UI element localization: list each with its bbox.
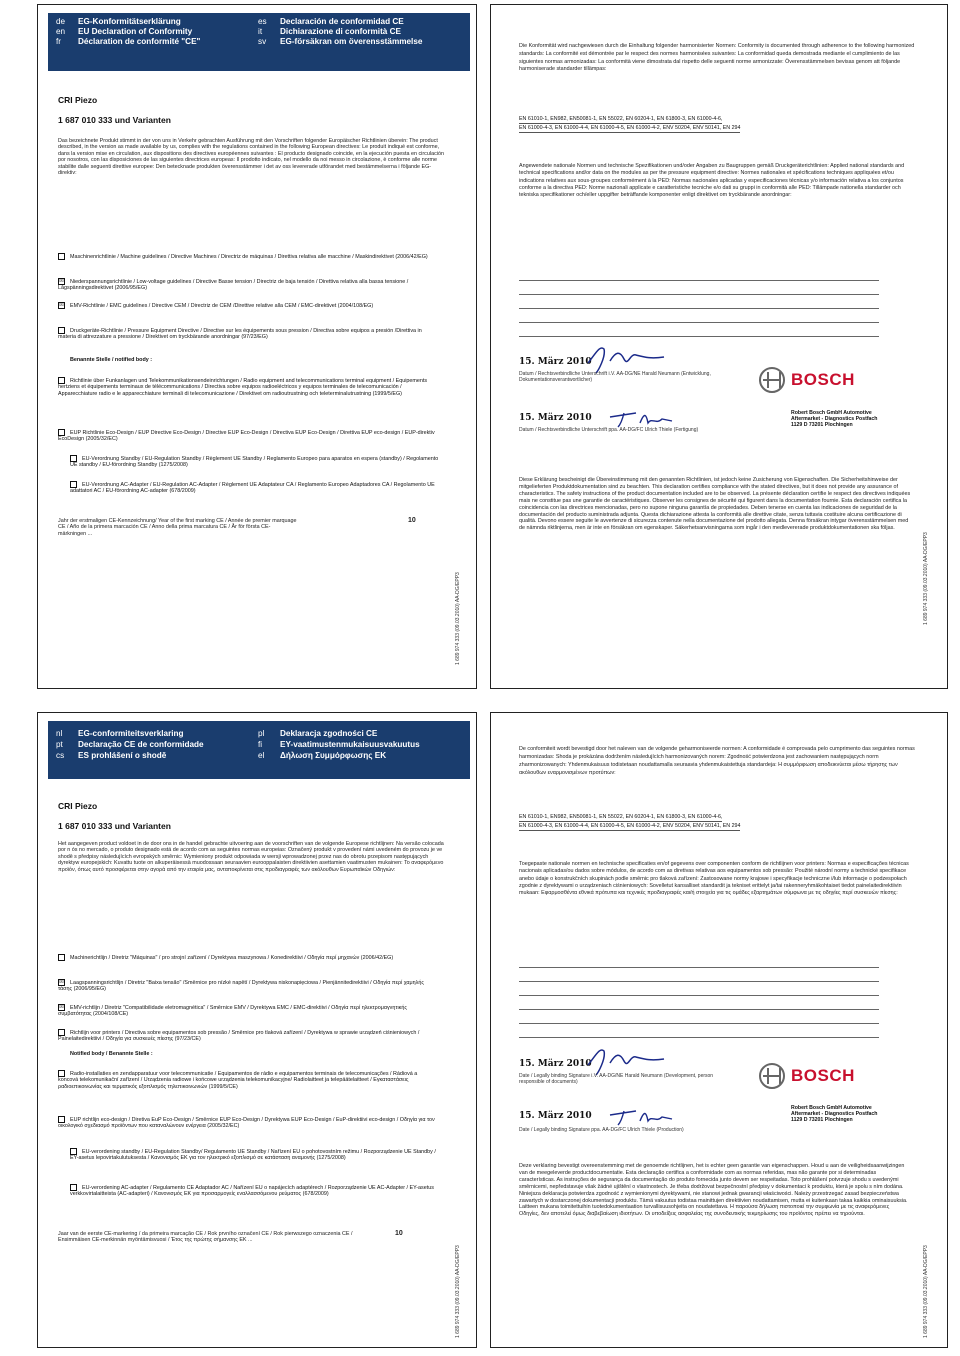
notified-body: Notified body / Benannte Stelle :	[70, 1051, 153, 1057]
directive-standby: EU-Verordnung Standby / EU-Regulation Standby / Règlement UE Standby / Reglamento Europeo para aparatos en espera (standby) / Regolamento UE standby / EU-förordning Standby (1275/2008)	[70, 455, 439, 469]
product-name: CRI Piezo	[58, 801, 98, 811]
bosch-logo-icon	[759, 367, 785, 393]
intro-text: Das bezeichnete Produkt stimmt in der von uns in Verkehr gebrachten Ausführung mit den Vorschriften folgender Europäischer Richtlinien überein: The product described, in the version as made available by us, complies with the regulations contained in the following European directives: Le produit indiqué est conforme, dans la version mise en circulation, aux dispositions des directives européennes suivantes : El producto designado coincide, en la ejecución puesta en circulación por nosotros, con las disposiciones de las siguientes directrices europeas: Il prodotto indicato, nel modello da noi messo in circolazione, è conforme alle norme stabilite dalle seguenti direttive europee: Den betecknade produkten överensstämmer i det av oss levererade utförandet med bestämmelserna i följande EG-direktiv:	[58, 138, 444, 177]
first-ce-marking-year: 10	[395, 1230, 403, 1237]
directive-eup: EUP richtlijn eco-design / Diretiva EuP Eco-Design / Směrnice EUP Eco-Design / Dyrektywa EUP Eco-Design / EuP-direktiivi eco-design / Οδηγία για τον οικολογικό σχεδιασμό προϊόντων που καταναλώνουν ενέργεια (2005/32/EC)	[58, 1116, 435, 1130]
page-2-standards-signatures	[490, 4, 948, 689]
applied-standards-text: Toegepaste nationale normen en technische specificaties en/of gegevens over componenten conform de richtlijnen voor printers: Normas e especificações técnicas nacionais aplicadas/ou dados sobre módulos, de acordo com as diretivas relativas aos equipamentos sob pressão: Použité národní normy a technické specifikace anebo údaje o konstrukčních skupinách podle směrnic pro tlaková zařízení: Zastosowane normy krajowe i specyfikacje techniczne i/lub informacje o podzespołach zgodnie z dyrektywami o urządzeniach ciśnieniowych: Sovelletut kansalliset standardit ja tekniset erittelyt ja/tai rakenneryhmäkohtaiset tiedot painelaitedirektiivin mukaan: Εφαρμοσθέντα εθνικά πρότυπα και τεχνικές προδιαγραφές και/ή στοιχεία για τις ομάδες εξαρτημάτων σύμφωνα με τις οδηγίες περί συσκευών πίεσης:	[519, 861, 909, 897]
declaration-header: de EG-Konformitätserklärung en EU Declaration of Conformity fr Déclaration de conformité "CE" es Declaración de conformidad CE it Dichiarazione di conformità CE sv EG-försäkran om överensstämmelse	[48, 13, 470, 71]
directive-machine: Maschinenrichtlinie / Machine guidelines / Directive Machines / Directriz de máquinas / Direttiva relativa alle macchine / Maskindirektivet (2006/42/EG)	[58, 253, 438, 260]
directive-pressure: Druckgeräte-Richtlinie / Pressure Equipment Directive / Directive sur les équipements sous pression / Directiva sobre equipos a presión /Direttiva in materia di attrezzature a pressione / Direktivet om tryckbärande anordningar (97/23/EG)	[58, 327, 422, 341]
directive-low-voltage: ☒ Niederspannungsrichtlinie / Low-voltage guidelines / Directive Basse tension / Directriz de baja tensión / Direttiva relativa alla bassa tensione / Lågspänningsdirektivet (2006/95/EG)	[58, 278, 409, 292]
applied-standards-text: Angewendete nationale Normen und technische Spezifikationen und/oder Angaben zu Baugruppen gemäß Druckgeräterichtlinien: Applied national standards and technical specifications and/or data on the modules as per the pressure equipment directive: Normes nationales et spécifications techniques appliquées et/ou indications relatives aux sous-groupes conformément à la PED: Normas nacionales aplicadas y especificaciones técnicas y/o información relativa a los conjuntos conforme a la directiva PED: Norme nazionali applicate e caratteristiche tecniche e/o dati su gruppi in conformità alle PED: Tillämpade nationella standarder och tekniska specifikationer och/eller uppgifter beträffande komponenter enligt direktivet om tryckbärande anordningar:	[519, 163, 905, 199]
directive-ac-adapter: EU-verordening AC-adapter / Regulamento CE Adaptador AC / Nařízení EU o napájecích adaptérech / Rozporządzenie UE AC-Adapter / EY-asetus verkkovirtalaitteista (AC-adapteri) / Κανονισμός ΕΚ για προσαρμογείς εναλλασσόμενου ρεύματος (678/2009)	[70, 1184, 434, 1198]
directive-ac-adapter: EU-Verordnung AC-Adapter / EU-Regulation AC-Adapter / Règlement UE Adaptateur CA / Reglamento Europeo Adaptadores CA / Regolamento UE adattatori AC / EU-förordning AC-adapter (678/2009)	[70, 481, 435, 495]
first-ce-marking-year-label: Jaar van de eerste CE-markering / da primeira marcação CE / Rok prvního označení CE / Rok pierwszego oznaczenia CE / Ensimmäisen CE-merkinnän myöntämisvuosi / Έτος της πρώτης σήμανσης ΕΚ ...	[58, 1231, 353, 1244]
blank-line	[519, 967, 879, 968]
checkbox-icon	[58, 377, 65, 384]
document-code: 1 689 974 333 (09.03.2010) AA-DG/EPP3	[455, 1245, 461, 1338]
document-code: 1 689 974 333 (09.03.2010) AA-DG/EPP3	[455, 572, 461, 665]
checkbox-icon: ☒	[59, 1004, 64, 1010]
signature-date-2: 15. März 2010	[519, 413, 592, 423]
checkbox-icon	[58, 253, 65, 260]
harmonized-standards: EN 61010-1, EN982, EN50081-1, EN 55022, EN 60204-1, EN 61800-3, EN 61000-4-6, EN 61000-4-3, EN 61000-4-4, EN 61000-4-5, EN 61000-4-2, ENV 50204, ENV 50141, EN 294	[519, 116, 741, 131]
bosch-logo-icon	[759, 1063, 785, 1089]
directive-emc: ☒ EMV-Richtlinie / EMC guidelines / Directive CEM / Directriz de CEM /Direttive relative alla CEM / EMC-direktivet (2004/108/EG)	[59, 302, 374, 309]
page-1-declaration-de-en-fr	[37, 4, 477, 689]
document-code: 1 689 974 333 (09.03.2010) AA-DG/EPP3	[923, 1245, 929, 1338]
checkbox-icon	[58, 1116, 65, 1123]
signature-caption-1: Date / Legally binding Signature i.V. AA-DG/NE Harald Neumann (Development, person responsible of documents)	[519, 1073, 714, 1085]
checkbox-icon	[70, 455, 77, 462]
page-4-standards-signatures	[490, 712, 948, 1348]
blank-line	[519, 1023, 879, 1024]
first-ce-marking-year-label: Jahr der erstmaligen CE-Kennzeichnung/ Year of the first marking CE / Année de premier marquage CE / Año de la primera marcación CE / Anno della prima marcatura CE / År för första CE-märkningen ...	[58, 518, 297, 537]
company-address: Robert Bosch GmbH Automotive Aftermarket - Diagnostics Postfach 1129 D 73201 Plochingen	[791, 1105, 878, 1124]
conformity-text: De conformiteit wordt bevestigd door het naleven van de volgende geharmoniseerde normen: A conformidade é comprovada pelo cumprimento das seguintes normas harmonizadas: Shoda je prokázána dodržením následujících harmonizovaných norem: Zgodność potwierdzona jest zachowaniem następujących norm zharmonizowanych: Yhdenmukaisuus todistetaan noudattamalla seuraavia yhdenmukaistettuja standardeja: Η συμμόρφωση αποδεικνύεται μέσω τήρησης των ακόλουθων εναρμονισμένων προτύπων:	[519, 746, 915, 776]
directive-radio: Radio-installaties en zendapparatuur voor telecommunicatie / Equipamentos de rádio e equipamentos terminais de telecomunicações / Rádiová a koncová telekomunikační zařízení / Urządzenia radiowe i końcowe urządzenia telekomunikacyjne/ Radiolaitteet ja telepäätelaitteet / Εγκαταστάσεις ραδιοεπικοινωνίας και τερματικός εξοπλισμός τηλεπικοινωνιών (1999/5/CE)	[58, 1070, 418, 1090]
blank-line	[519, 322, 879, 323]
intro-text: Het aangegeven product voldoet in de door ons in de handel gebrachte uitvoering aan de voorschriften van de volgende Europese richtlijnen: Na versão colocada por n ós no mercado, o produto designado está de acordo com as seguintes normas europeias: Označený produkt v provedení námi uvedeném do provozu je ve shodě s předpisy následujících evropských směrnic: Wymieniony produkt odpowiada w wersji wprowadzonej przez nas do obrotu przepisom następujących dyrektyw europejskich: Kuvattu tuote on alkuperäisessä muodossaan seuraavien eurooppalaisten direktiivien asettamien vaatimusten mukainen: Το αναφερόμενο προϊόν, όπως αυτό προσφέρεται στην αγορά από την εταιρία μας, ανταποκρίνεται στις προδιαγραφές των ακόλουθων Ευρωπαϊκών Οδηγιών:	[58, 841, 444, 873]
checkbox-icon	[58, 954, 65, 961]
signature-date-1: 15. März 2010	[519, 357, 592, 367]
checkbox-icon: ☒	[59, 278, 64, 284]
checkbox-icon: ☒	[59, 302, 64, 308]
company-address: Robert Bosch GmbH Automotive Aftermarket - Diagnostics Postfach 1129 D 73201 Plochingen	[791, 410, 878, 429]
signature-caption-2: Datum / Rechtsverbindliche Unterschrift ppa. AA-DG/FC Ulrich Thiele (Fertigung)	[519, 427, 699, 433]
blank-line	[519, 336, 879, 337]
harmonized-standards: EN 61010-1, EN982, EN50081-1, EN 55022, EN 60204-1, EN 61800-3, EN 61000-4-6, EN 61000-4-3, EN 61000-4-4, EN 61000-4-5, EN 61000-4-2, ENV 50204, ENV 50141, EN 294	[519, 814, 741, 829]
checkbox-icon	[70, 481, 77, 488]
signature-date-2: 15. März 2010	[519, 1111, 592, 1121]
directive-machine: Machinerichtlijn / Diretriz "Máquinas" / pro strojní zařízení / Dyrektywa maszynowa / Konedirektiivi / Οδηγία περί μηχανών (2006/42/EG)	[58, 954, 438, 961]
blank-line	[519, 280, 879, 281]
directive-pressure: Richtlijn voor printers / Directiva sobre equipamentos sob pressão / Směrnice pro tlaková zařízení / Dyrektywa w sprawie urządzeń ciśnieniowych / Painelaitedirektiivi / Οδηγία για συσκευές πίεσης (97/23/CE)	[58, 1029, 420, 1043]
directive-low-voltage: ☒ Laagspanningsrichtlijn / Diretriz "Baixa tensão" /Směrnice pro nízké napětí / Dyrektywa niskonapięciowa / Pienjännitedirektiivi / Οδηγία περί χαμηλής τάσης (2006/95/EG)	[58, 979, 424, 993]
first-ce-marking-year: 10	[408, 517, 416, 524]
blank-line	[519, 308, 879, 309]
document-code: 1 689 974 333 (09.03.2010) AA-DG/EPP3	[923, 532, 929, 625]
declaration-header: nl EG-conformiteitsverklaring pt Declaração CE de conformidade cs ES prohlášení o shodě pl Deklaracja zgodności CE fi EY-vaatimustenmukaisuusvakuutus el Δήλωση Συμμόρφωσης ΕΚ	[48, 721, 470, 779]
bosch-wordmark: BOSCH	[791, 370, 855, 389]
signature-caption-1: Datum / Rechtsverbindliche Unterschrift i.V. AA-DG/NE Harald Neumann (Entwicklung, Dokumentationsverantwortlicher)	[519, 371, 711, 383]
directive-emc: ☒ EMV-richtlijn / Diretriz "Compatibilidade eletromagnética" / Směrnice EMV / Dyrektywa EMC / EMC-direktiivi / Οδηγία περί ηλεκτρομαγνητικής συμβατότητας (2004/108/CE)	[58, 1004, 407, 1018]
directive-radio: Richtlinie über Funkanlagen und Telekommunikationsendeinrichtungen / Radio equipment and telecommunications terminal equipment / Equipements hertziens et équipements terminaux de télécommunications / Directiva sobre equipos radioeléctricos y equipos terminales de telecomunicación / Apparecchiature radio e le apparecchiature terminali di telecomunicazione / Direktivet om radioutrustning och teleterminalutrustning (1999/5/EG)	[58, 377, 428, 397]
signature-date-1: 15. März 2010	[519, 1059, 592, 1069]
checkbox-icon	[70, 1184, 77, 1191]
checkbox-icon: ☒	[59, 979, 64, 985]
product-number: 1 687 010 333 und Varianten	[58, 821, 171, 831]
disclaimer-text: Deze verklaring bevestigt overeenstemming met de genoemde richtlijnen, het is echter geen garantie van eigenschappen. Houd u aan de veiligheidsaanwijzingen van de meegeleverde productdocumentatie. Esta declaração certifica a conformidade com as normas referidas, mas não garante por si determinadas características. As instruções de segurança da documentação do produto fornecida junto devem ser respeitadas. Toto prohlášení potvrzuje shodu s uvedenými směrnicemi, nepředstavuje však žádné ujištění o vlastnostech. Je třeba dodržovat bezpečnostní předpisy v dokumentaci k produktu, která je spolu s ním dodána. Niniejsza deklaracja potwierdza zgodność z wymienionymi dyrektywami, nie stanowi jednak gwarancji właściwości. Należy przestrzegać zasad bezpieczeństwa zawartych w dostarczonej dokumentacji produktu. Tämä vakuutus todistaa mainittujen direktiivien noudattamisen, mutta ei kuitenkaan takaa kaikkia ominaisuuksia. Laitteen mukana toimitettuihin tuotedokumentaation turvallisuusohjeita on noudatettava. Η παρούσα δήλωση πιστοποιεί την συμφωνία με τις αναφερόμενες Οδηγίες, δεν αποτελεί όμως διαβεβαίωση ιδιοτήτων. Οι υποδείξεις ασφαλείας της συνοδευτικής τεκμηρίωσης του προϊόντος πρέπει να τηρούνται.	[519, 1163, 908, 1218]
notified-body: Benannte Stelle / notified body :	[70, 357, 153, 363]
blank-line	[519, 981, 879, 982]
product-name: CRI Piezo	[58, 95, 98, 105]
signature-thiele	[606, 1105, 686, 1129]
blank-line	[519, 294, 879, 295]
checkbox-icon	[70, 1148, 77, 1155]
signature-caption-2: Date / Legally binding Signature ppa. AA-DG/FC Ulrich Thiele (Production)	[519, 1127, 684, 1133]
directive-standby: EU-verordening standby / EU-Regulation Standby/ Regulamento UE Standby / Nařízení EU o pohotovostním režimu / Rozporządzenie UE Standby / EY-asetus lepovirtakulutuksesta / Κανονισμός ΕΚ για τον ηλεκτρικό εξοπλισμό σε κατάσταση αναμονής (1275/2008)	[70, 1148, 436, 1162]
checkbox-icon	[58, 327, 65, 334]
directive-eup: EUP Richtlinie Eco-Design / EUP Directive Eco-Design / Directive EUP Eco-Design / Directiva EUP Eco-Design / Direttiva EUP eco-design / EUP-direktiv EcoDesign (2005/32/EC)	[58, 429, 435, 443]
conformity-text: Die Konformität wird nachgewiesen durch die Einhaltung folgender harmonisierter Normen: Conformity is documented through adherence to the following harmonized standards: La conformité est démontrée par le respect des normes harmonisées suivantes: La conformidad queda demostrada mediante el cumplimiento de las siguientes normas armonizadas: La conformità viene dimostrata dal rispetto delle seguenti norme armonizzate: Överensstämmelsen bevisas genom att följande harmoniserade standarder tillämpas:	[519, 43, 915, 73]
checkbox-icon	[58, 429, 65, 436]
bosch-wordmark: BOSCH	[791, 1066, 855, 1085]
blank-line	[519, 1009, 879, 1010]
blank-line	[519, 995, 879, 996]
blank-line	[519, 1037, 879, 1038]
page-3-declaration-nl-pt-cs	[37, 712, 477, 1348]
checkbox-icon	[58, 1029, 65, 1036]
disclaimer-text: Diese Erklärung bescheinigt die Übereinstimmung mit den genannten Richtlinien, ist jedoch keine Zusicherung von Eigenschaften. Die Sicherheitshinweise der mitgelieferten Produktdokumentation sind zu beachten. This declaration certifies compliance with the stated directives, but it does not provide any assurance of characteristics. The safety instructions of the product documentation included are to be observed. La présente déclaration certifie le respect des directives indiquées mais ne constitue pas une garantie de caractéristiques. Observer les consignes de sécurité qui figurent dans la documentation fournie. Esta declaración certifica la coincidencia con las directrices mencionadas, pero no supone ninguna garantía de propiedades. Deben tenerse en cuenta las indicaciones de seguridad de la documentación del producto suministrada adjunta. Questa dichiarazione attesta la conformità alle direttive citate, senza tuttavia costituire alcuna certificazione di qualità. Devono essere seguite le avvertenze di sicurezza contenute nella documentazione del prodotto allegata. Denna försäkran intygar överensstämmelsen med de nämnda riktlinjerna, men är inte en försäkran om egenskaper. Säkerhetsanvisningarna som ingår i den medlevererade produktdokumentationen ska följas.	[519, 477, 911, 532]
product-number: 1 687 010 333 und Varianten	[58, 115, 171, 125]
checkbox-icon	[58, 1070, 65, 1077]
